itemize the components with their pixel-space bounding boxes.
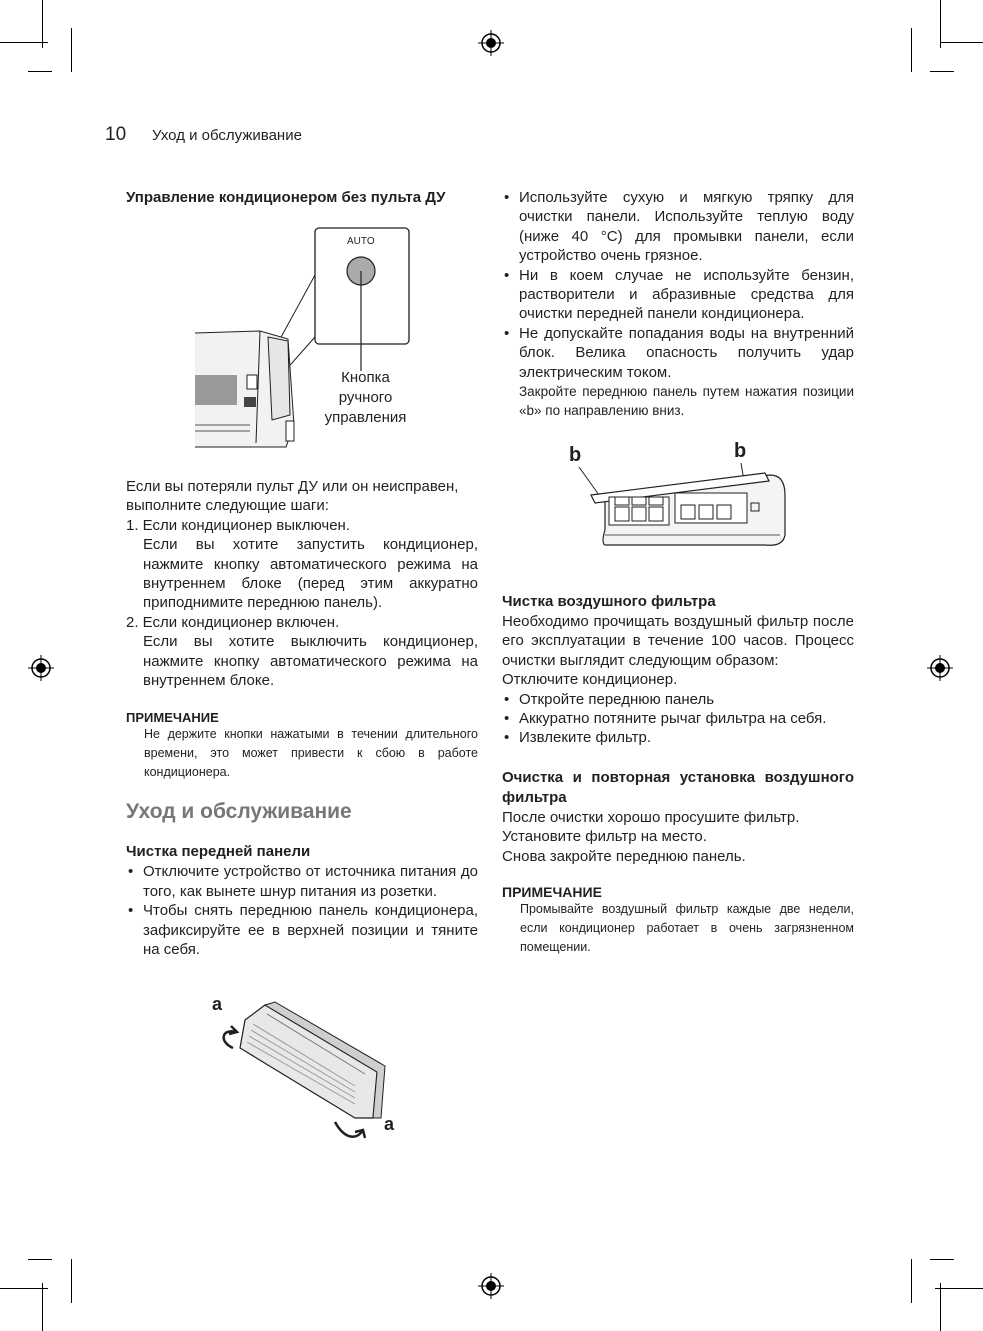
manual-button-caption xyxy=(318,368,413,428)
note-title: ПРИМЕЧАНИЕ xyxy=(126,710,219,726)
crop-mark xyxy=(42,1283,43,1331)
section-heading: Уход и обслуживание xyxy=(126,800,352,824)
crop-mark xyxy=(28,1259,52,1260)
right-column-body xyxy=(502,592,854,957)
reinstall-heading: Очистка и повторная установка воздушного фильтра xyxy=(502,768,854,806)
list-item: • Откройте переднюю панель xyxy=(502,690,854,709)
step-title: 1. Если кондиционер выключен. xyxy=(126,516,351,534)
close-panel-text: Закройте переднюю панель путем нажатия позиции «b» по направлению вниз. xyxy=(519,384,854,419)
left-column xyxy=(126,188,478,208)
crop-mark xyxy=(0,1288,48,1289)
crop-mark xyxy=(940,1283,941,1331)
caption-line: Кнопка xyxy=(341,369,390,386)
air-filter-text: Необходимо прочищать воздушный фильтр после его эксплуатации в течение 100 часов. Процесс очистки выглядит следующим образом: xyxy=(502,613,854,669)
crop-mark xyxy=(28,71,52,72)
registration-mark-icon xyxy=(478,30,504,56)
list-item: • Извлеките фильтр. xyxy=(502,728,854,747)
list-item: • Не допускайте попадания воды на внутренний блок. Велика опасность получить удар электрическим током. xyxy=(502,324,854,382)
note-text: Промывайте воздушный фильтр каждые две недели, если кондиционер работает в очень загрязненном помещении. xyxy=(520,902,854,955)
registration-mark-icon xyxy=(478,1273,504,1299)
reinstall-line: Установите фильтр на место. xyxy=(502,828,707,846)
list-item: • Используйте сухую и мягкую тряпку для очистки панели. Используйте теплую воду (ниже 40 °C) для промывки панели, если устройство очень грязное. xyxy=(502,188,854,266)
caption-line: ручного xyxy=(338,389,393,406)
crop-mark xyxy=(930,71,954,72)
crop-mark xyxy=(940,0,941,48)
note-text: Не держите кнопки нажатыми в течении длительного времени, это может привести к сбою в работе кондиционера. xyxy=(144,727,478,780)
registration-mark-icon xyxy=(927,655,953,681)
front-panel-list xyxy=(126,862,478,959)
crop-mark xyxy=(930,1259,954,1260)
step-text: Если вы хотите запустить кондиционер, нажмите кнопку автоматического режима на внутреннем блоке (перед этим аккуратно приподнимите переднюю панель). xyxy=(143,536,478,612)
care-list xyxy=(502,188,854,382)
crop-mark xyxy=(935,1288,983,1289)
reinstall-line: Снова закройте переднюю панель. xyxy=(502,847,746,865)
list-item: • Аккуратно потяните рычаг фильтра на себя. xyxy=(502,709,854,728)
left-column-body xyxy=(126,477,478,960)
air-filter-heading: Чистка воздушного фильтра xyxy=(502,593,716,610)
list-item: • Чтобы снять переднюю панель кондиционера, зафиксируйте ее в верхней позиции и тяните на себя. xyxy=(126,901,478,959)
front-panel-heading: Чистка передней панели xyxy=(126,843,311,861)
intro-paragraph: Если вы потеряли пульт ДУ или он неисправен, выполните следующие шаги: xyxy=(126,478,459,515)
turn-off-text: Отключите кондиционер. xyxy=(502,671,678,689)
label-a-top: a xyxy=(212,994,223,1014)
step-text: Если вы хотите выключить кондиционер, нажмите кнопку автоматического режима на внутреннем блоке. xyxy=(143,633,478,690)
crop-mark xyxy=(911,1259,912,1303)
note-title: ПРИМЕЧАНИЕ xyxy=(502,884,602,901)
crop-mark xyxy=(0,42,48,43)
close-panel-figure xyxy=(565,435,790,550)
crop-mark xyxy=(71,1259,72,1303)
auto-label: AUTO xyxy=(347,236,375,247)
list-item: • Ни в коем случае не используйте бензин, растворители и абразивные средства для очистки передней панели кондиционера. xyxy=(502,266,854,324)
reinstall-line: После очистки хорошо просушите фильтр. xyxy=(502,808,800,826)
running-header: Уход и обслуживание xyxy=(152,127,302,144)
page-number: 10 xyxy=(105,124,127,145)
crop-mark xyxy=(71,28,72,72)
step-title: 2. Если кондиционер включен. xyxy=(126,613,340,631)
crop-mark xyxy=(42,0,43,48)
label-b-right: b xyxy=(734,440,747,462)
list-item: • Отключите устройство от источника питания до того, как вынете шнур питания из розетки. xyxy=(126,862,478,901)
label-a-bottom: a xyxy=(384,1114,395,1134)
manual-control-heading: Управление кондиционером без пульта ДУ xyxy=(126,189,446,206)
filter-list xyxy=(502,690,854,748)
front-panel-removal-figure xyxy=(205,990,405,1150)
right-column xyxy=(502,188,854,420)
label-b-left: b xyxy=(569,444,582,466)
crop-mark xyxy=(911,28,912,72)
crop-mark xyxy=(940,42,983,43)
caption-line: управления xyxy=(324,409,407,426)
registration-mark-icon xyxy=(28,655,54,681)
